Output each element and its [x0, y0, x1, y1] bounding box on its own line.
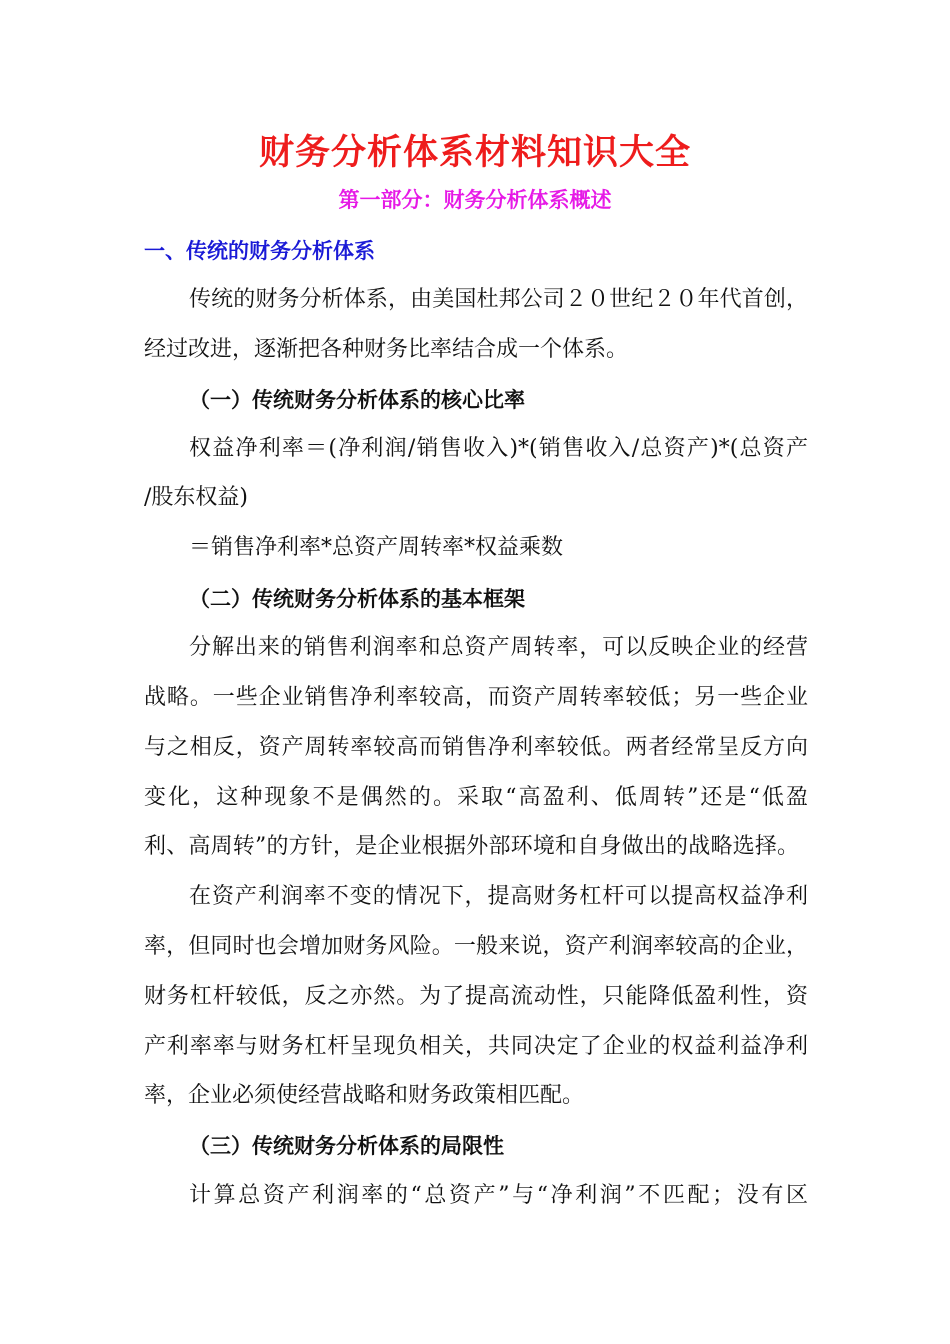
- subheading-limitations: （三）传统财务分析体系的局限性: [189, 1133, 504, 1158]
- framework-para-line-4: 变化，这种现象不是偶然的。采取“高盈利、低周转”还是“低盈: [144, 785, 808, 810]
- framework-para-line-2: 战略。一些企业销售净利率较高，而资产周转率较低；另一些企业: [144, 685, 808, 710]
- subheading-basic-framework: （二）传统财务分析体系的基本框架: [189, 586, 525, 611]
- limitations-para-line-1: 计算总资产利润率的“总资产”与“净利润”不匹配；没有区: [189, 1183, 808, 1208]
- section-heading-traditional-system: 一、传统的财务分析体系: [144, 238, 375, 263]
- intro-line-2: 经过改进，逐渐把各种财务比率结合成一个体系。: [144, 337, 629, 362]
- leverage-para-line-1: 在资产利润率不变的情况下，提高财务杠杆可以提高权益净利: [189, 884, 808, 909]
- part-heading: 第一部分：财务分析体系概述: [338, 187, 612, 212]
- formula-line-2: /股东权益): [144, 485, 248, 510]
- leverage-para-line-3: 财务杠杆较低，反之亦然。为了提高流动性，只能降低盈利性，资: [144, 984, 808, 1009]
- framework-para-line-3: 与之相反，资产周转率较高而销售净利率较低。两者经常呈反方向: [144, 735, 808, 760]
- framework-para-line-1: 分解出来的销售利润率和总资产周转率，可以反映企业的经营: [189, 635, 808, 660]
- framework-para-line-5: 利、高周转”的方针，是企业根据外部环境和自身做出的战略选择。: [144, 834, 800, 859]
- formula-line-3: ＝销售净利率*总资产周转率*权益乘数: [189, 535, 564, 560]
- subheading-core-ratio: （一）传统财务分析体系的核心比率: [189, 387, 525, 412]
- leverage-para-line-2: 率，但同时也会增加财务风险。一般来说，资产利润率较高的企业，: [144, 934, 808, 959]
- intro-line-1: 传统的财务分析体系，由美国杜邦公司２０世纪２０年代首创，: [189, 287, 808, 312]
- leverage-para-line-4: 产利率率与财务杠杆呈现负相关，共同决定了企业的权益利益净利: [144, 1034, 808, 1059]
- formula-line-1: 权益净利率＝(净利润/销售收入)*(销售收入/总资产)*(总资产: [189, 436, 808, 461]
- document-title: 财务分析体系材料知识大全: [258, 132, 691, 173]
- leverage-para-line-5: 率，企业必须使经营战略和财务政策相匹配。: [144, 1083, 585, 1108]
